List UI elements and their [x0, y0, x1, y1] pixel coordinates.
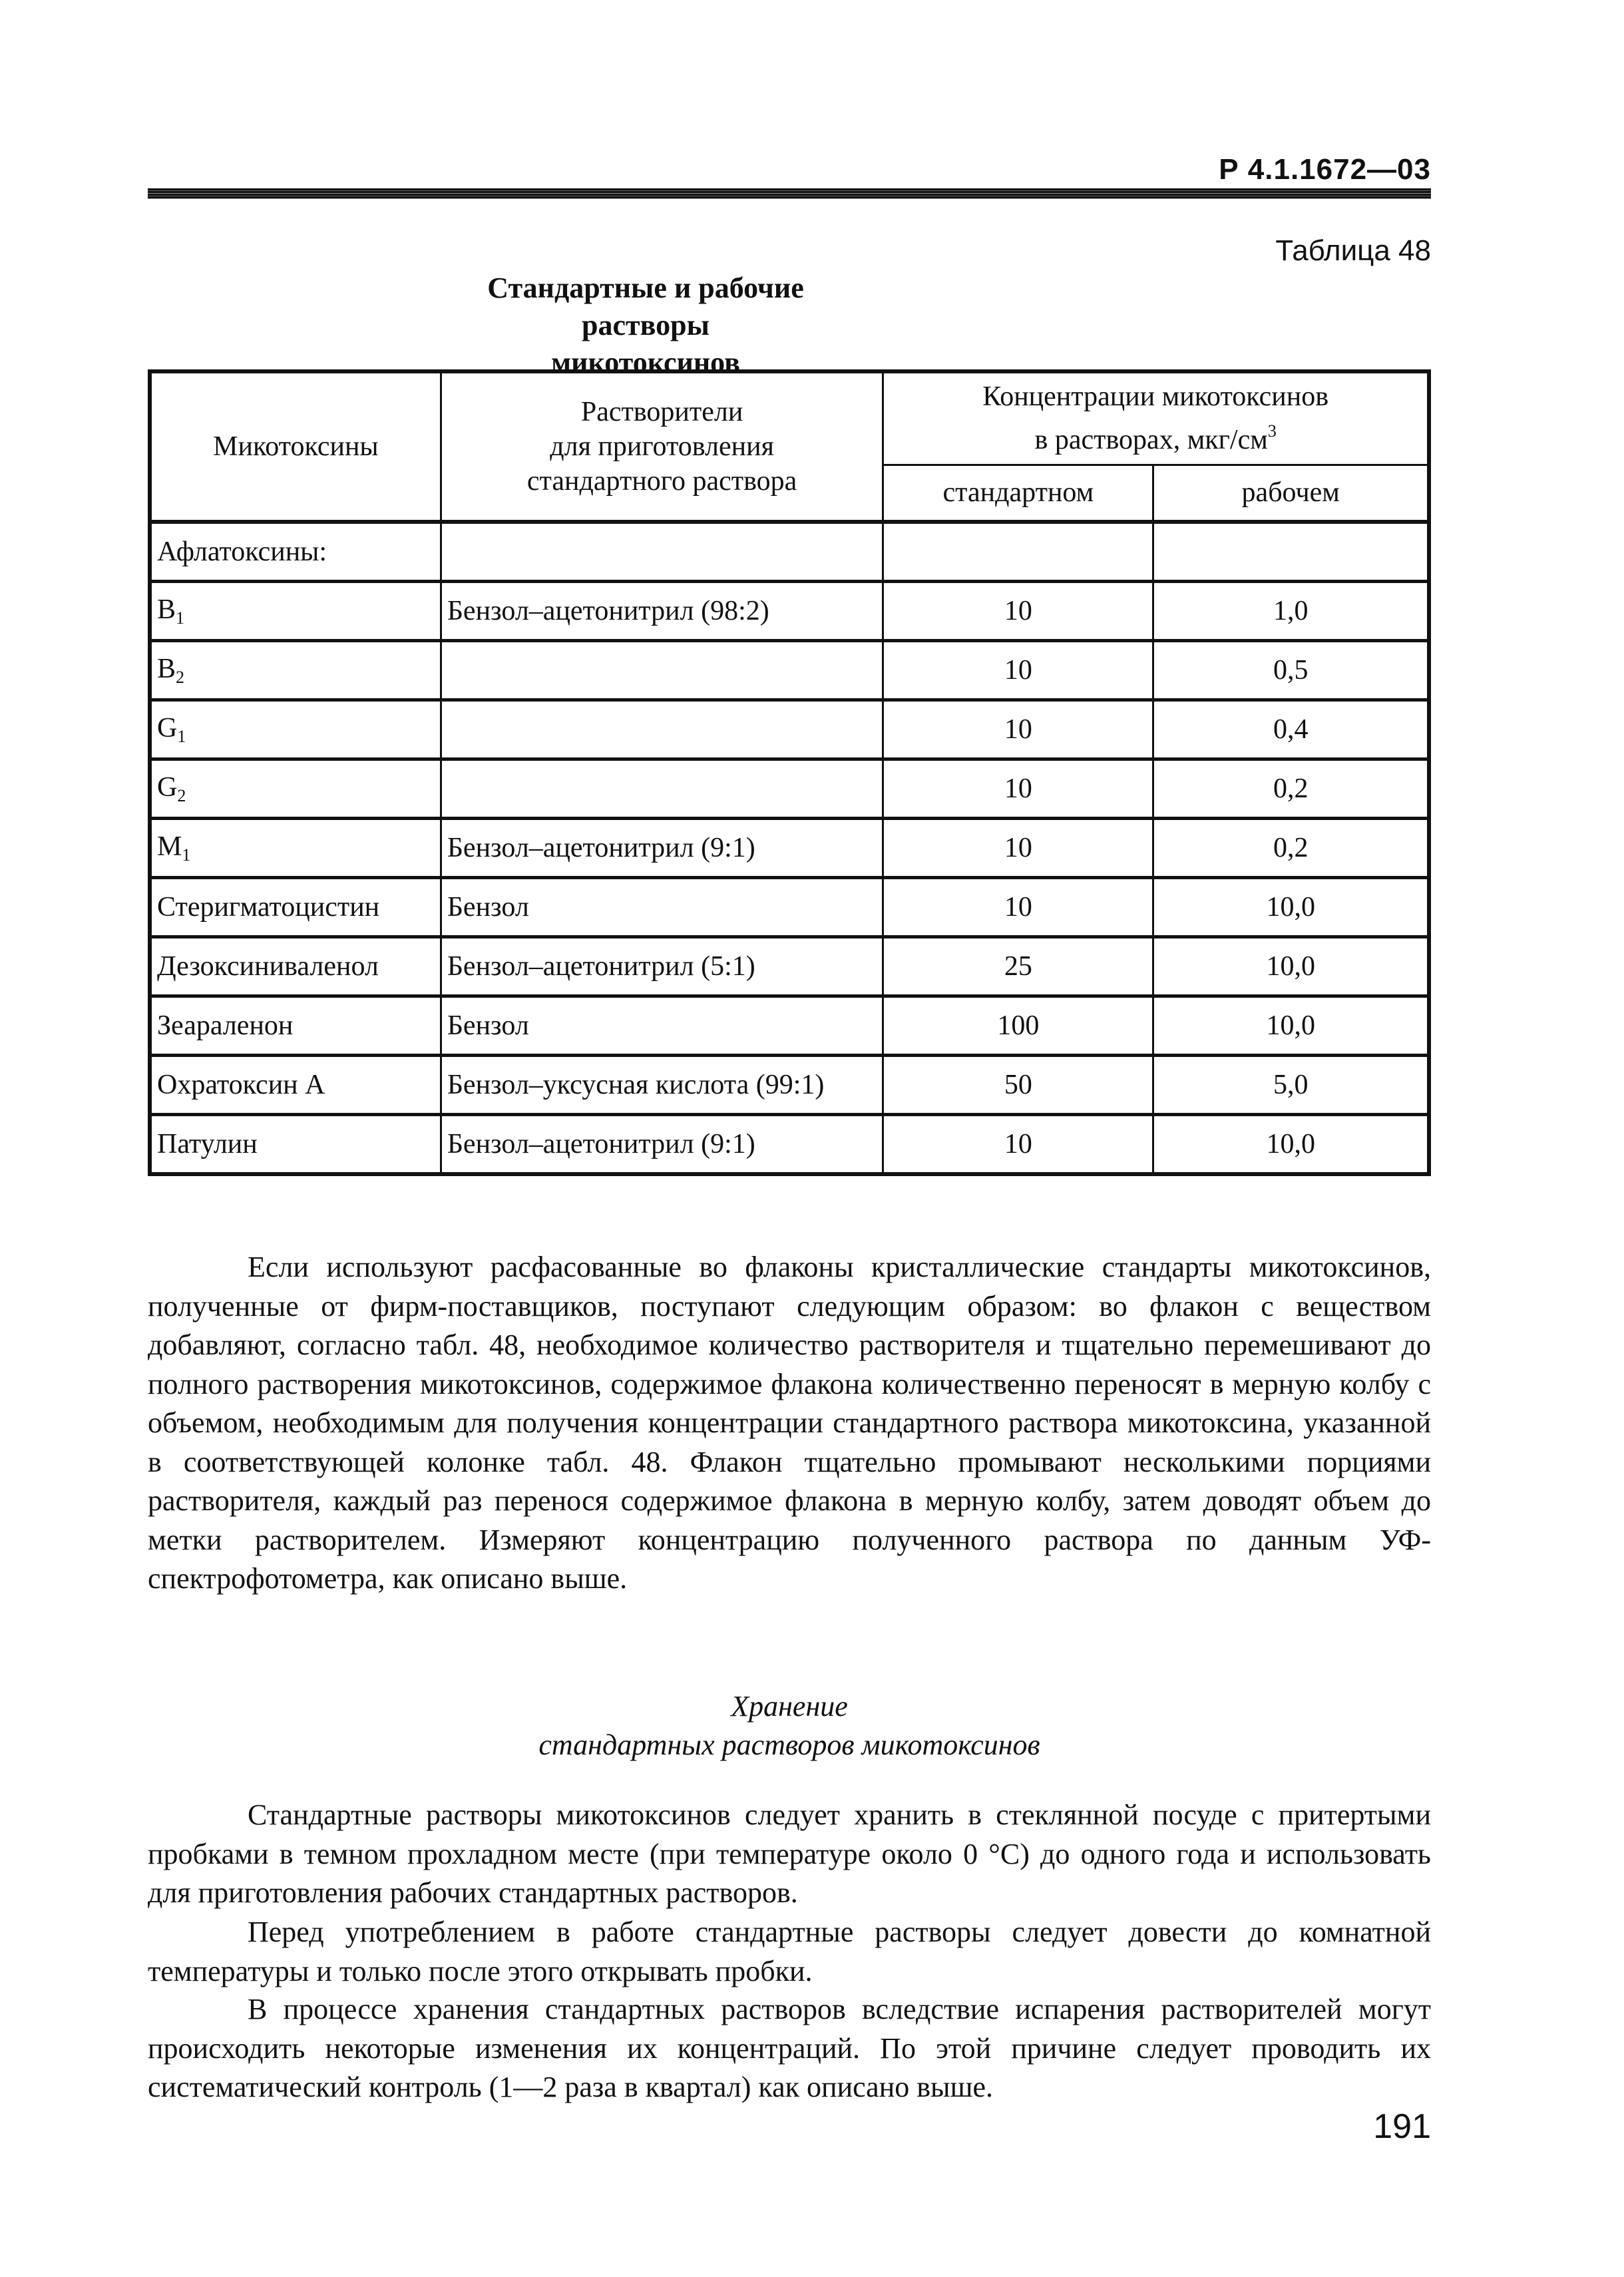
mycotoxin-name-text: G: [157, 772, 178, 803]
table-row: [150, 522, 1429, 582]
paragraph-preparation: [148, 1248, 1431, 1599]
table-row: [150, 819, 1429, 878]
paragraph-text: Если используют расфасованные во флаконы кристаллические стандарты микотоксинов, полученные от фирм-поставщиков, поступают следующим образом: во флакон с веществом добавляют, согласно табл. 48, необходимое количество растворителя и тщательно перемешивают до полного растворения микотоксинов, содержимое флакона количественно переносят в мерную колбу с объемом, необходимым для получения концентрации стандартного раствора микотоксина, указанной в соответствующей колонке табл. 48. Флакон тщательно промывают несколькими порциями растворителя, каждый раз перенося содержимое флакона в мерную колбу, затем доводят объем до метки растворителем. Измеряют концентрацию полученного раствора по данным УФ-спектрофотометра, как описано выше.: [148, 1251, 1431, 1595]
solvents-header-line: стандартного раствора: [526, 466, 797, 497]
standard-concentration-cell: 50: [883, 1056, 1153, 1115]
working-concentration-cell: 10,0: [1153, 1115, 1429, 1175]
mycotoxin-name-text: Зеараленон: [157, 1010, 294, 1041]
solvents-header-line: Растворители: [580, 397, 743, 427]
standard-concentration-cell: 10: [883, 759, 1153, 819]
table-title-line-2: микотоксинов: [551, 346, 740, 379]
mycotoxin-name: [150, 700, 441, 759]
solvent-cell: [441, 700, 883, 759]
standard-concentration-cell: 10: [883, 582, 1153, 641]
mycotoxin-name: [150, 522, 441, 582]
table-title-line-1: Стандартные и рабочие растворы: [487, 272, 804, 341]
working-concentration-cell: 10,0: [1153, 878, 1429, 937]
section-heading: [148, 1687, 1431, 1764]
solvent-cell: Бензол: [441, 996, 883, 1056]
mycotoxin-name: [150, 937, 441, 996]
solvent-cell: Бензол: [441, 878, 883, 937]
paragraph-control: [148, 1990, 1431, 2107]
mycotoxin-subscript: 1: [182, 845, 191, 865]
solvent-cell: [441, 522, 883, 582]
mycotoxin-name: [150, 641, 441, 700]
working-concentration-cell: 5,0: [1153, 1056, 1429, 1115]
mycotoxin-subscript: 2: [176, 668, 185, 687]
mycotoxin-name-text: G: [157, 713, 178, 743]
mycotoxin-name-text: Патулин: [157, 1129, 258, 1159]
paragraph-storage: [148, 1796, 1431, 1913]
mycotoxin-subscript: 1: [176, 608, 185, 628]
paragraph-text: Перед употреблением в работе стандартные растворы следует довести до комнатной температуры и только после этого открывать пробки.: [148, 1916, 1431, 1987]
concentration-unit: в растворах, мкг/см: [1034, 425, 1268, 456]
solvent-cell: Бензол–ацетонитрил (98:2): [441, 582, 883, 641]
working-concentration-cell: 10,0: [1153, 937, 1429, 996]
working-concentration-cell: 0,2: [1153, 759, 1429, 819]
paragraph-text: В процессе хранения стандартных растворов вследствие испарения растворителей могут происходить некоторые изменения их концентраций. По этой причине следует проводить их систематический контроль (1—2 раза в квартал) как описано выше.: [148, 1993, 1431, 2103]
header-rule: [148, 188, 1431, 199]
column-header-solvents: [441, 371, 883, 522]
mycotoxin-name: [150, 582, 441, 641]
table-row: [150, 582, 1429, 641]
standard-concentration-cell: 100: [883, 996, 1153, 1056]
column-header-concentration: [883, 371, 1429, 465]
mycotoxin-name: [150, 819, 441, 878]
standard-concentration-cell: 10: [883, 700, 1153, 759]
mycotoxin-subscript: 2: [177, 786, 186, 805]
mycotoxin-name: [150, 759, 441, 819]
standard-concentration-cell: 10: [883, 878, 1153, 937]
working-concentration-cell: 1,0: [1153, 582, 1429, 641]
working-concentration-cell: [1153, 522, 1429, 582]
table-row: [150, 700, 1429, 759]
table-row: [150, 759, 1429, 819]
mycotoxin-name: [150, 1056, 441, 1115]
mycotoxin-name: [150, 878, 441, 937]
table-label: Таблица 48: [1275, 234, 1431, 267]
table-row: [150, 878, 1429, 937]
paragraph-text: Стандартные растворы микотоксинов следует хранить в стеклянной посуде с притертыми пробками в темном прохладном месте (при температуре около 0 °С) до одного года и использовать для приготовления рабочих стандартных растворов.: [148, 1798, 1431, 1909]
mycotoxin-name-text: Стеригматоцистин: [157, 892, 380, 923]
document-code: Р 4.1.1672—03: [1219, 153, 1431, 186]
table-row: [150, 641, 1429, 700]
column-header-standard: стандартном: [883, 465, 1153, 522]
concentration-header-line-1: Концентрации микотоксинов: [982, 381, 1329, 413]
standard-concentration-cell: 10: [883, 819, 1153, 878]
table-row: [150, 1056, 1429, 1115]
page-number: 191: [1373, 2107, 1431, 2146]
table-row: [150, 1115, 1429, 1175]
solvent-cell: [441, 759, 883, 819]
mycotoxin-name-text: B: [157, 654, 176, 684]
mycotoxin-name-text: M: [157, 831, 182, 862]
solvents-header-line: для приготовления: [550, 431, 774, 462]
mycotoxin-table: [148, 369, 1431, 1176]
solvent-cell: Бензол–ацетонитрил (9:1): [441, 1115, 883, 1175]
solvent-cell: Бензол–ацетонитрил (5:1): [441, 937, 883, 996]
standard-concentration-cell: [883, 522, 1153, 582]
working-concentration-cell: 0,5: [1153, 641, 1429, 700]
mycotoxin-name-text: Дезоксиниваленол: [157, 951, 379, 982]
standard-concentration-cell: 10: [883, 641, 1153, 700]
working-concentration-cell: 10,0: [1153, 996, 1429, 1056]
working-concentration-cell: 0,2: [1153, 819, 1429, 878]
mycotoxin-subscript: 1: [177, 727, 186, 746]
solvent-cell: Бензол–уксусная кислота (99:1): [441, 1056, 883, 1115]
section-heading-line-1: Хранение: [731, 1690, 848, 1723]
mycotoxin-name-text: Афлатоксины:: [157, 536, 327, 567]
concentration-header-line-2: [884, 414, 1427, 457]
table-title: [466, 270, 825, 381]
solvent-cell: [441, 641, 883, 700]
mycotoxin-name-text: B: [157, 594, 176, 625]
column-header-mycotoxins: Микотоксины: [150, 371, 441, 522]
solvent-cell: Бензол–ацетонитрил (9:1): [441, 819, 883, 878]
table-row: [150, 937, 1429, 996]
table-row: [150, 996, 1429, 1056]
section-heading-line-2: стандартных растворов микотоксинов: [538, 1729, 1040, 1761]
unit-superscript: 3: [1267, 421, 1277, 441]
column-header-working: рабочем: [1153, 465, 1429, 522]
mycotoxin-name: [150, 996, 441, 1056]
working-concentration-cell: 0,4: [1153, 700, 1429, 759]
paragraph-before-use: [148, 1913, 1431, 1991]
standard-concentration-cell: 10: [883, 1115, 1153, 1175]
mycotoxin-name-text: Охратоксин А: [157, 1070, 325, 1100]
standard-concentration-cell: 25: [883, 937, 1153, 996]
mycotoxin-name: [150, 1115, 441, 1175]
table-body: [150, 522, 1429, 1174]
